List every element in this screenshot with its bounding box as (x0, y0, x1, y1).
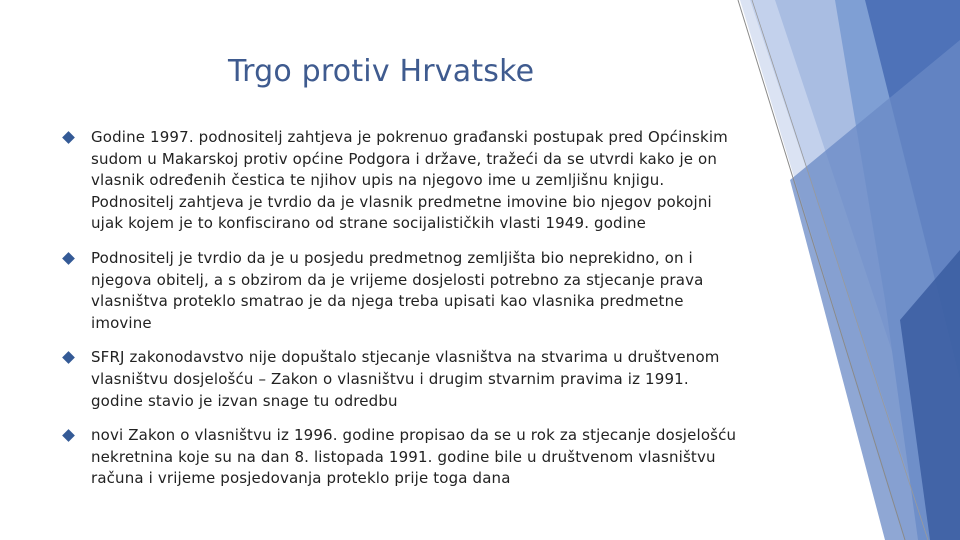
bullet-text: SFRJ zakonodavstvo nije dopuštalo stjecanje vlasništva na stvarima u društvenom vlasništvu dosjelošću – Zakon o vlasništvu i drugim stvarnim pravima iz 1991. godine stavio je izvan snage tu odredbu (91, 348, 720, 410)
diamond-bullet-icon (62, 351, 75, 364)
diamond-bullet-icon (62, 429, 75, 442)
bullet-text: Podnositelj je tvrdio da je u posjedu predmetnog zemljišta bio neprekidno, on i njegova obitelj, a s obzirom da je vrijeme dosjelosti potrebno za stjecanje prava vlasništva proteklo smatrao je da njega treba upisati kao vlasnika predmetne imovine (91, 248, 704, 332)
bullet-item (60, 248, 740, 334)
diamond-bullet-icon (62, 252, 75, 265)
bullet-item (60, 127, 740, 235)
bullet-item (60, 425, 740, 490)
bullet-item (60, 347, 740, 412)
bullet-text: novi Zakon o vlasništvu iz 1996. godine propisao da se u rok za stjecanje dosjelošću nekretnina koje su na dan 8. listopada 1991. godine bile u društvenom vlasništvu računa i vrijeme posjedovanja proteklo prije toga dana (91, 426, 737, 488)
slide-title: Trgo protiv Hrvatske (228, 54, 535, 89)
bullet-text: Godine 1997. podnositelj zahtjeva je pokrenuo građanski postupak pred Općinskim sudom u Makarskoj protiv općine Podgora i države, tražeći da se utvrdi kako je on vlasnik određenih čestica te njihov upis na njegovo ime u zemljišnu knjigu. Podnositelj zahtjeva je tvrdio da je vlasnik predmetne imovine bio njegov pokojni ujak kojem je to konfiscirano od strane socijalističkih vlasti 1949. godine (91, 128, 728, 233)
diamond-bullet-icon (62, 131, 75, 144)
bullet-list (60, 127, 740, 503)
